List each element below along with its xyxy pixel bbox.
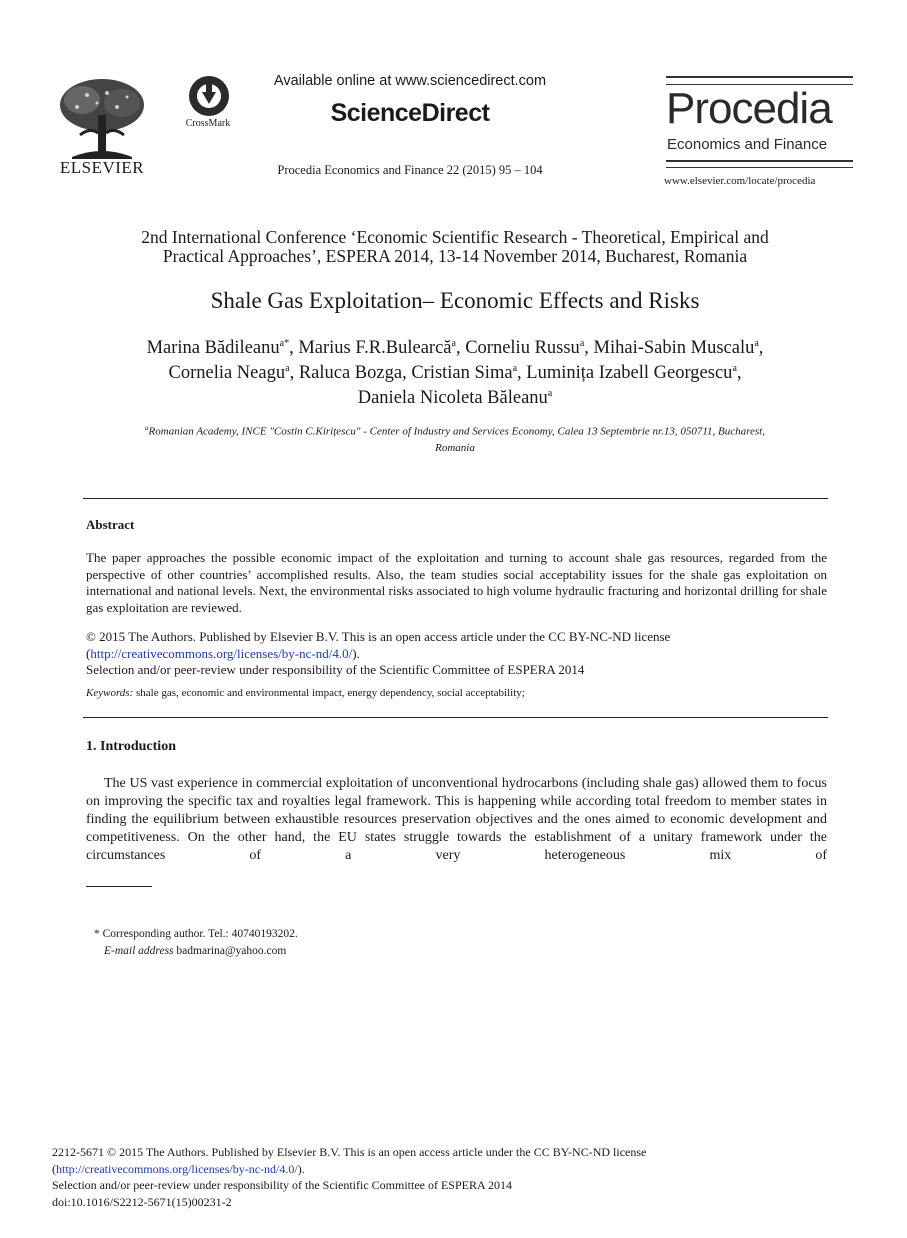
journal-reference: Procedia Economics and Finance 22 (2015) 95 – 104	[277, 163, 543, 177]
abstract-heading: Abstract	[86, 517, 135, 532]
procedia-url[interactable]: www.elsevier.com/locate/procedia	[664, 175, 816, 187]
author: Marina Bădileanu$^{a*}$	[146, 337, 290, 358]
corresponding-author: * Corresponding author. Tel.: 40740193202.	[94, 928, 298, 940]
author: Corneliu Russu$^a$	[465, 337, 585, 358]
footer-license-link[interactable]: http://creativecommons.org/licenses/by-nc-nd/4.0/	[56, 1161, 298, 1176]
section-heading-introduction: 1. Introduction	[86, 739, 176, 754]
keywords: Keywords: shale gas, economic and environmental impact, energy dependency, social acceptability;	[86, 687, 525, 699]
copyright-notice: © 2015 The Authors. Published by Elsevier B.V. This is an open access article under the CC BY-NC-ND license (http://creativecommons.org/licenses/by-nc-nd/4.0/). Selection and/or peer-review under responsibility of the Scientific Committee of ESPERA 2014	[86, 629, 671, 677]
divider	[83, 498, 828, 499]
procedia-wordmark: Procedia	[666, 84, 832, 133]
author: Daniela Nicoleta Băleanu$^a$	[357, 387, 553, 408]
conference-line-2: Practical Approaches’, ESPERA 2014, 13-14 November 2014, Bucharest, Romania	[162, 246, 748, 266]
author: Marius F.R.Bulearcă$^a$	[298, 337, 456, 358]
email-address: E-mail address badmarina@yahoo.com	[104, 945, 287, 957]
author: Luminița Izabell Georgescu$^a$	[526, 362, 737, 383]
email-link[interactable]: badmarina@yahoo.com	[173, 945, 287, 957]
page-footer: 2212-5671 © 2015 The Authors. Published by Elsevier B.V. This is an open access article under the CC BY-NC-ND license (http://creativecommons.org/licenses/by-nc-nd/4.0/). Selection and/or peer-review under responsibility of the Scientific Committee of ESPERA 2014 doi:10.1016/S2212-5671(15)00231-2	[52, 1144, 852, 1210]
conference-info	[60, 228, 850, 266]
footnote-rule	[86, 886, 152, 887]
abstract-text: The paper approaches the possible economic impact of the exploitation and turning to account shale gas resources, regarded from the perspective of other countries’ accomplished results. Also, the team studies social acceptability issues for the shale gas exploitation on international and national levels. Next, the environmental risks associated to high volume hydraulic fracturing and horizontal drilling for shale gas exploitation are reviewed.	[86, 550, 827, 615]
procedia-bottom-rule	[666, 160, 853, 168]
license-link[interactable]: http://creativecommons.org/licenses/by-nc-nd/4.0/	[90, 645, 353, 661]
divider	[83, 717, 828, 718]
affiliation: $^a$Romanian Academy, INCE "Costin C.Kirițescu" - Center of Industry and Services Economy, Calea 13 Septembrie nr.13, 050711, Bucharest, Romania	[145, 424, 765, 454]
author-list: Marina Bădileanu$^{a*}$, Marius F.R.Bulearcă$^a$, Corneliu Russu$^a$, Mihai-Sabin Muscalu$^a$, Cornelia Neagu$^a$, Raluca Bozga, Cristian Sima$^a$, Luminița Izabell Georgescu$^a$, Daniela Nicoleta Băleanu$^a$	[146, 337, 764, 408]
paper-title: Shale Gas Exploitation– Economic Effects and Risks	[210, 288, 700, 313]
conference-line-1: 2nd International Conference ‘Economic Scientific Research - Theoretical, Empirical and	[141, 227, 769, 247]
procedia-subtitle: Economics and Finance	[667, 136, 828, 153]
sciencedirect-wordmark: ScienceDirect	[330, 99, 490, 127]
crossmark-label: CrossMark	[185, 118, 231, 129]
author: Raluca Bozga	[298, 363, 403, 383]
introduction-text: The US vast experience in commercial exploitation of unconventional hydrocarbons (including shale gas) allowed them to focus on improving the specific tax and royalties legal framework. This is happening while according total freedom to member states in finding the equilibrium between exhaustible resources preservation objectives and the ones aimed to economic development and competitiveness. On the other hand, the EU states struggle towards the establishment of a unitary framework under the circumstances of a very heterogeneous mix of	[86, 776, 827, 863]
available-online[interactable]: Available online at www.sciencedirect.com	[273, 73, 547, 89]
author: Mihai-Sabin Muscalu$^a$	[593, 337, 759, 358]
elsevier-wordmark: ELSEVIER	[59, 158, 145, 177]
doi[interactable]: doi:10.1016/S2212-5671(15)00231-2	[52, 1194, 232, 1209]
author: Cristian Sima$^a$	[411, 362, 518, 383]
author: Cornelia Neagu$^a$	[168, 362, 290, 383]
